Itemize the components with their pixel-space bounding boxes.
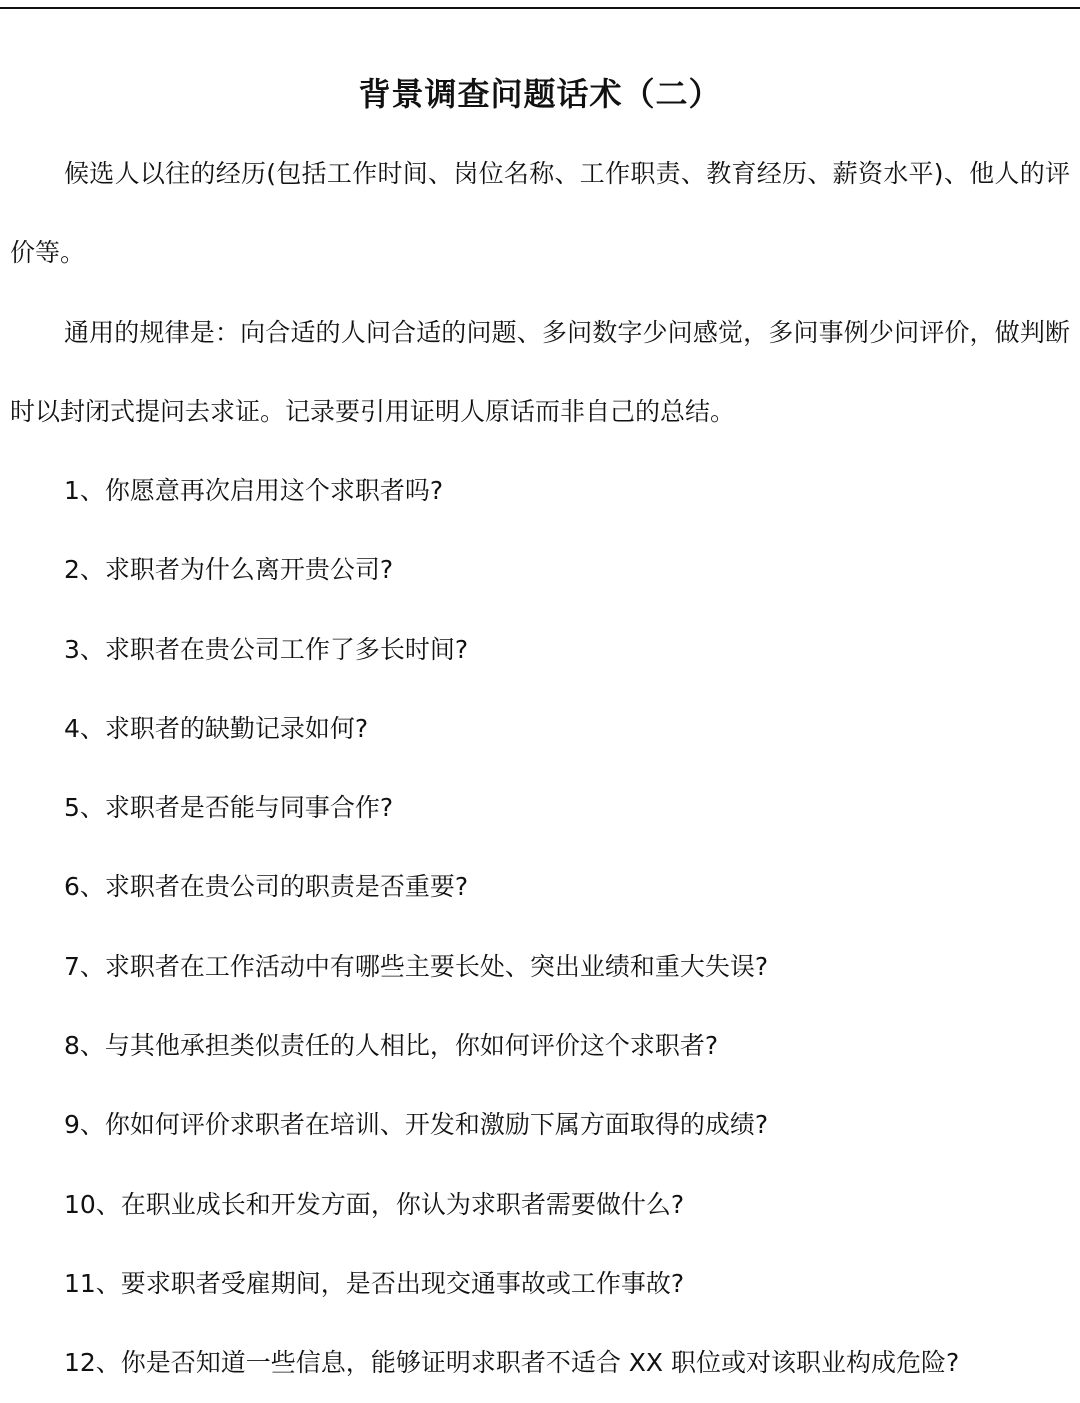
top-divider	[0, 7, 1080, 9]
page-title: 背景调查问题话术（二）	[358, 75, 722, 113]
list-item: 6、求职者在贵公司的职责是否重要?	[64, 872, 469, 902]
question-list	[64, 451, 1070, 1403]
list-item: 12、你是否知道一些信息，能够证明求职者不适合 XX 职位或对该职业构成危险?	[64, 1348, 960, 1378]
list-item: 5、求职者是否能与同事合作?	[64, 793, 394, 823]
list-item: 7、求职者在工作活动中有哪些主要长处、突出业绩和重大失误?	[64, 951, 769, 981]
list-item: 10、在职业成长和开发方面，你认为求职者需要做什么?	[64, 1189, 685, 1219]
list-item: 11、要求职者受雇期间，是否出现交通事故或工作事故?	[64, 1268, 685, 1298]
rules-paragraph: 通用的规律是：向合适的人问合适的问题、多问数字少问感觉，多问事例少问评价，做判断时以封闭式提问去求证。记录要引用证明人原话而非自己的总结。	[10, 318, 1070, 426]
list-item: 4、求职者的缺勤记录如何?	[64, 713, 369, 743]
list-item: 9、你如何评价求职者在培训、开发和激励下属方面取得的成绩?	[64, 1110, 769, 1140]
intro-paragraph: 候选人以往的经历(包括工作时间、岗位名称、工作职责、教育经历、薪资水平)、他人的评价等。	[10, 159, 1070, 267]
list-item: 8、与其他承担类似责任的人相比，你如何评价这个求职者?	[64, 1031, 719, 1061]
list-item: 1、你愿意再次启用这个求职者吗?	[64, 476, 444, 505]
list-item: 2、求职者为什么离开贵公司?	[64, 555, 394, 585]
list-item: 3、求职者在贵公司工作了多长时间?	[64, 634, 469, 664]
